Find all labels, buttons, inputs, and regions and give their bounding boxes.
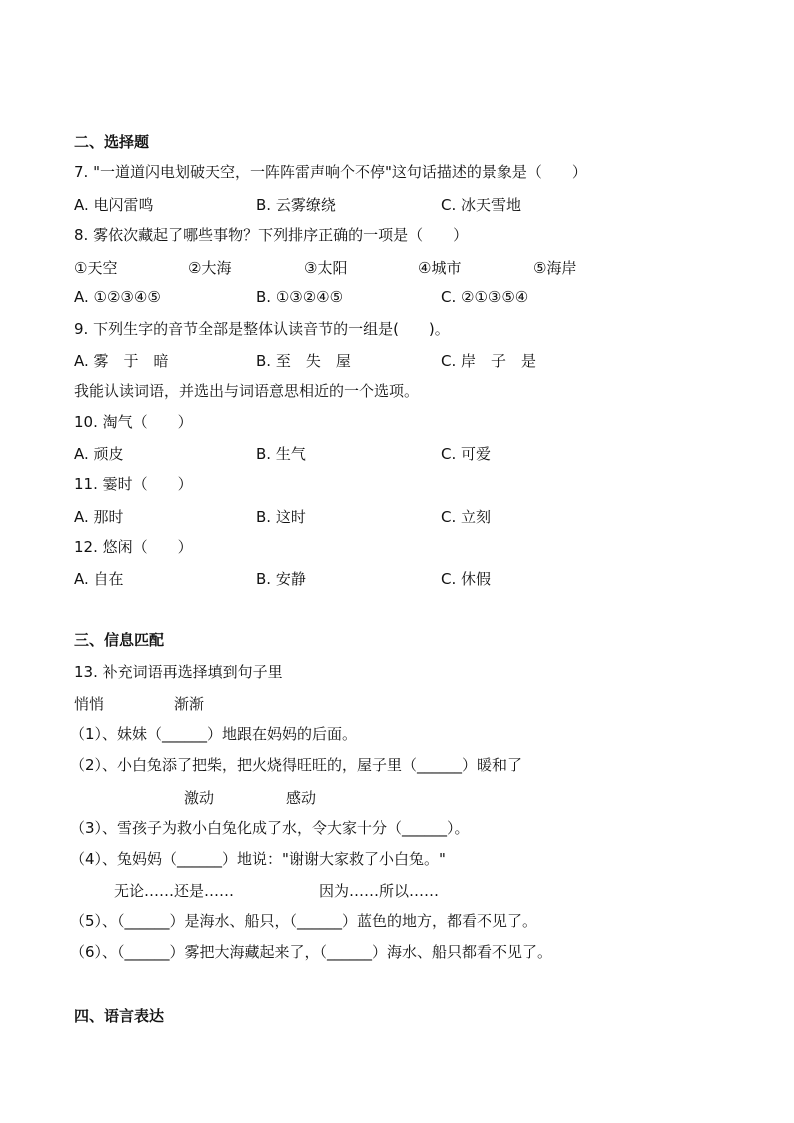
- word-1: 激动: [184, 789, 215, 807]
- word-bank-1: [74, 693, 774, 713]
- sentence-6: （6）、（______）雾把大海藏起来了，（______）海水、船只都看不见了。: [70, 943, 553, 961]
- item-3: ③太阳: [304, 259, 348, 277]
- question-10-options: [74, 443, 774, 463]
- section-3-title: 三、信息匹配: [74, 631, 165, 649]
- question-10: 10. 淘气（ ）: [74, 413, 193, 431]
- sentence-5: （5）、（______）是海水、船只，（______）蓝色的地方，都看不见了。: [70, 912, 538, 930]
- option-b[interactable]: B. 云雾缭绕: [256, 196, 336, 214]
- option-a[interactable]: A. 电闪雷鸣: [74, 196, 154, 214]
- item-1: ①天空: [74, 259, 118, 277]
- sentence-4: （4）、兔妈妈（______）地说："谢谢大家救了小白兔。": [70, 850, 446, 868]
- option-c[interactable]: C. 休假: [441, 570, 492, 588]
- option-c[interactable]: C. 立刻: [441, 508, 492, 526]
- option-b[interactable]: B. 这时: [256, 508, 306, 526]
- word-2: 感动: [286, 789, 317, 807]
- item-2: ②大海: [188, 259, 232, 277]
- item-4: ④城市: [418, 259, 462, 277]
- word-2: 因为……所以……: [319, 882, 440, 900]
- section-2-title: 二、选择题: [74, 133, 150, 151]
- word-1: 悄悄: [74, 695, 105, 713]
- option-a[interactable]: A. ①②③④⑤: [74, 288, 161, 306]
- question-7: 7. "一道道闪电划破天空，一阵阵雷声响个不停"这句话描述的景象是（ ）: [74, 163, 587, 181]
- question-7-options: [74, 194, 774, 214]
- option-c[interactable]: C. ②①③⑤④: [441, 288, 529, 306]
- option-a[interactable]: A. 雾 于 暗: [74, 352, 169, 370]
- vocab-instruction: 我能认读词语，并选出与词语意思相近的一个选项。: [74, 382, 420, 400]
- question-12: 12. 悠闲（ ）: [74, 538, 193, 556]
- question-11-options: [74, 506, 774, 526]
- sentence-2: （2）、小白兔添了把柴，把火烧得旺旺的，屋子里（______）暖和了: [70, 756, 523, 774]
- word-bank-2: [74, 787, 774, 807]
- item-5: ⑤海岸: [533, 259, 577, 277]
- question-8-items: [74, 257, 774, 277]
- option-c[interactable]: C. 冰天雪地: [441, 196, 522, 214]
- option-c[interactable]: C. 可爱: [441, 445, 492, 463]
- option-b[interactable]: B. 至 失 屋: [256, 352, 351, 370]
- question-13: 13. 补充词语再选择填到句子里: [74, 663, 283, 681]
- question-11: 11. 霎时（ ）: [74, 475, 193, 493]
- question-9-options: [74, 350, 774, 370]
- option-a[interactable]: A. 那时: [74, 508, 124, 526]
- option-a[interactable]: A. 顽皮: [74, 445, 124, 463]
- option-b[interactable]: B. 安静: [256, 570, 306, 588]
- option-c[interactable]: C. 岸 子 是: [441, 352, 537, 370]
- option-b[interactable]: B. 生气: [256, 445, 306, 463]
- word-2: 渐渐: [174, 695, 205, 713]
- question-8: 8. 雾依次藏起了哪些事物？下列排序正确的一项是（ ）: [74, 226, 469, 244]
- option-b[interactable]: B. ①③②④⑤: [256, 288, 344, 306]
- word-1: 无论……还是……: [114, 882, 235, 900]
- sentence-3: （3）、雪孩子为救小白兔化成了水，令大家十分（______）。: [70, 819, 470, 837]
- question-9: 9. 下列生字的音节全部是整体认读音节的一组是( )。: [74, 320, 450, 338]
- section-4-title: 四、语言表达: [74, 1007, 165, 1025]
- question-12-options: [74, 568, 774, 588]
- sentence-1: （1）、妹妹（______）地跟在妈妈的后面。: [70, 725, 358, 743]
- word-bank-3: [74, 880, 774, 900]
- question-8-options: [74, 288, 774, 308]
- option-a[interactable]: A. 自在: [74, 570, 124, 588]
